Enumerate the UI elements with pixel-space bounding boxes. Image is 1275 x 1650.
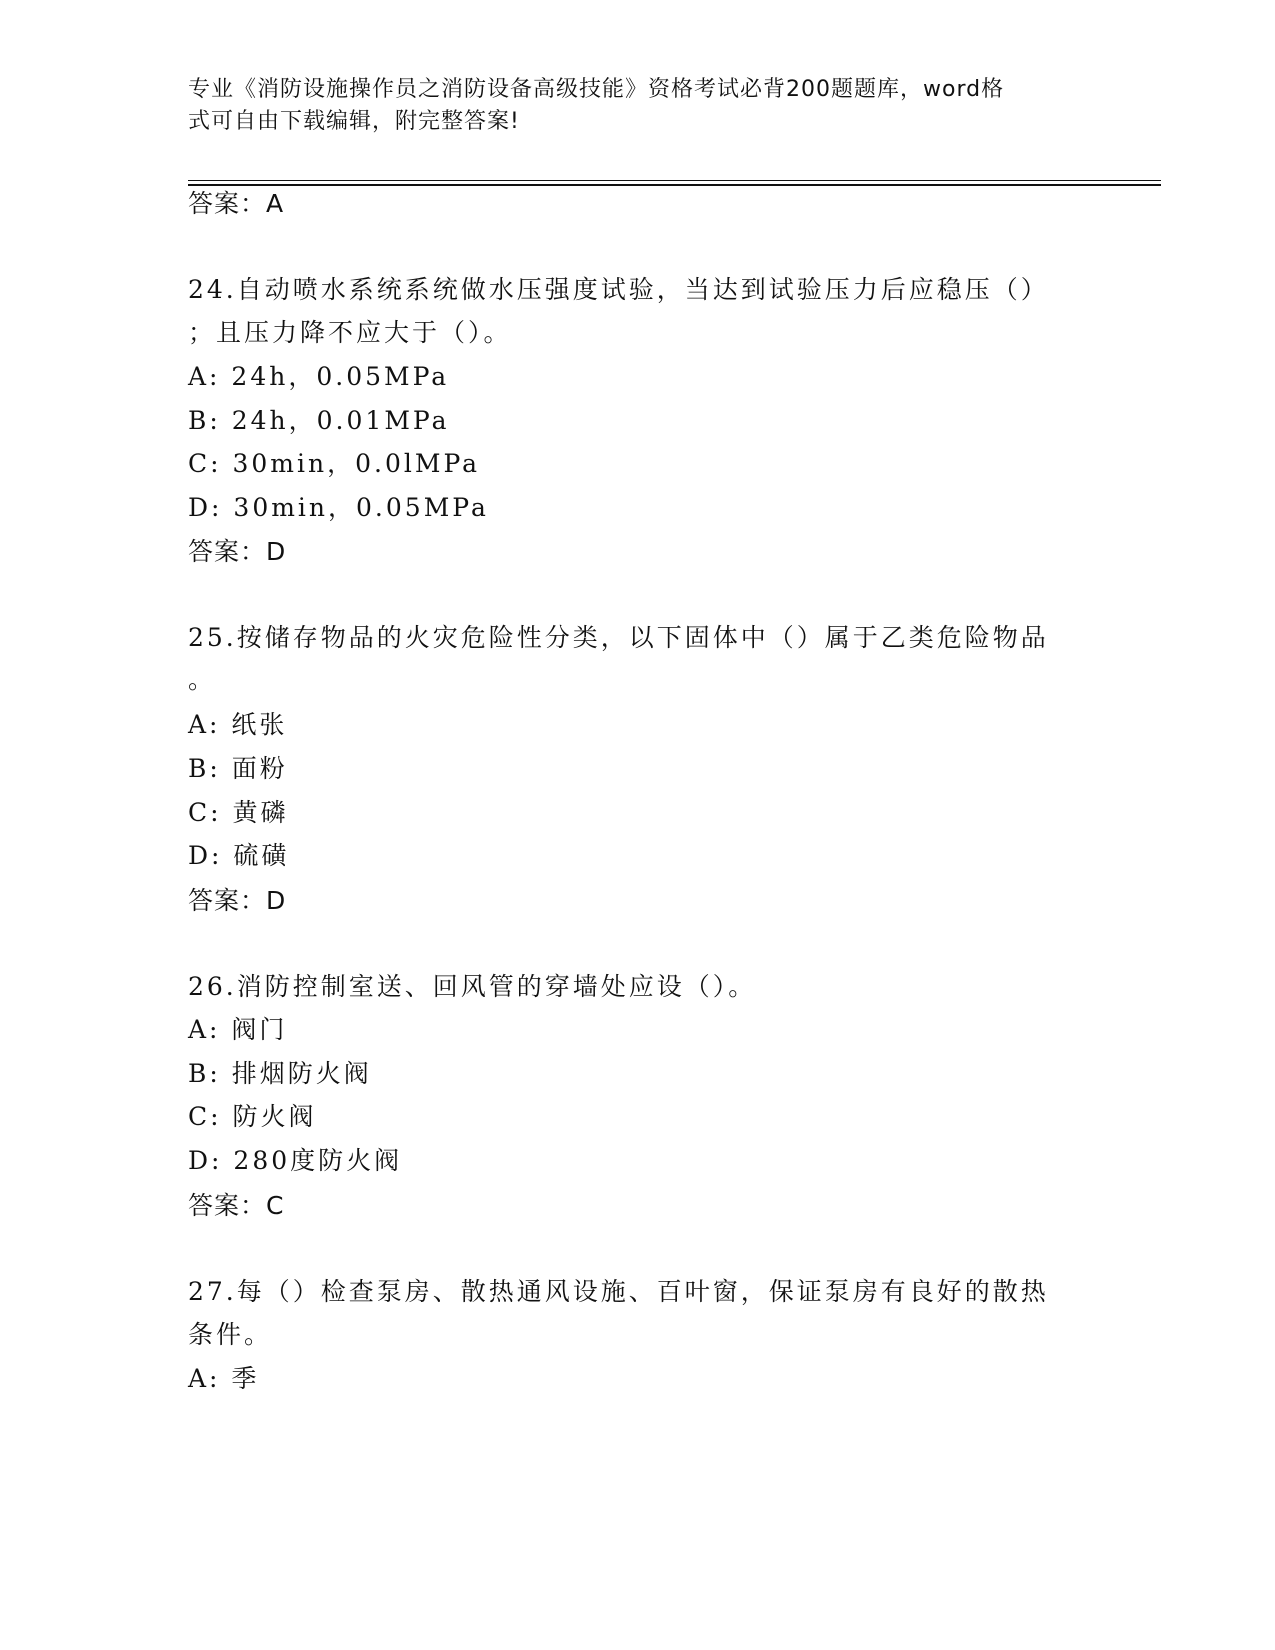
document-header	[188, 74, 1068, 138]
option-a: A: 季	[188, 1364, 260, 1393]
question-text: 24.自动喷水系统系统做水压强度试验，当达到试验压力后应稳压（）	[188, 275, 1049, 304]
answer-line: 答案：D	[188, 537, 287, 566]
option-d: D: 硫磺	[188, 841, 290, 870]
option-c: C: 30min，0.0lMPa	[188, 449, 481, 478]
answer-line: 答案：C	[188, 1191, 285, 1220]
option-d: D: 280度防火阀	[188, 1146, 403, 1175]
option-b: B: 排烟防火阀	[188, 1059, 372, 1088]
option-c: C: 黄磷	[188, 798, 289, 827]
header-line-2: 式可自由下载编辑，附完整答案!	[188, 109, 520, 134]
option-c: C: 防火阀	[188, 1102, 317, 1131]
question-text-cont: ；且压力降不应大于（）。	[188, 318, 512, 347]
question-text-cont: 。	[188, 665, 217, 694]
answer-line: 答案：A	[188, 189, 285, 218]
answer-line: 答案：D	[188, 886, 287, 915]
question-text: 27.每（）检查泵房、散热通风设施、百叶窗，保证泵房有良好的散热	[188, 1277, 1049, 1306]
header-divider-thin	[188, 180, 1161, 181]
option-b: B: 24h，0.01MPa	[188, 406, 450, 435]
question-text: 25.按储存物品的火灾危险性分类，以下固体中（）属于乙类危险物品	[188, 623, 1049, 652]
option-a: A: 纸张	[188, 710, 288, 739]
option-a: A: 阀门	[188, 1015, 288, 1044]
option-d: D: 30min，0.05MPa	[188, 493, 489, 522]
question-text-cont: 条件。	[188, 1320, 273, 1349]
header-divider-thick	[188, 184, 1161, 186]
option-a: A: 24h，0.05MPa	[188, 362, 450, 391]
option-b: B: 面粉	[188, 754, 288, 783]
header-line-1: 专业《消防设施操作员之消防设备高级技能》资格考试必背200题题库，word格	[188, 77, 1005, 102]
question-text: 26.消防控制室送、回风管的穿墙处应设（）。	[188, 972, 757, 1001]
